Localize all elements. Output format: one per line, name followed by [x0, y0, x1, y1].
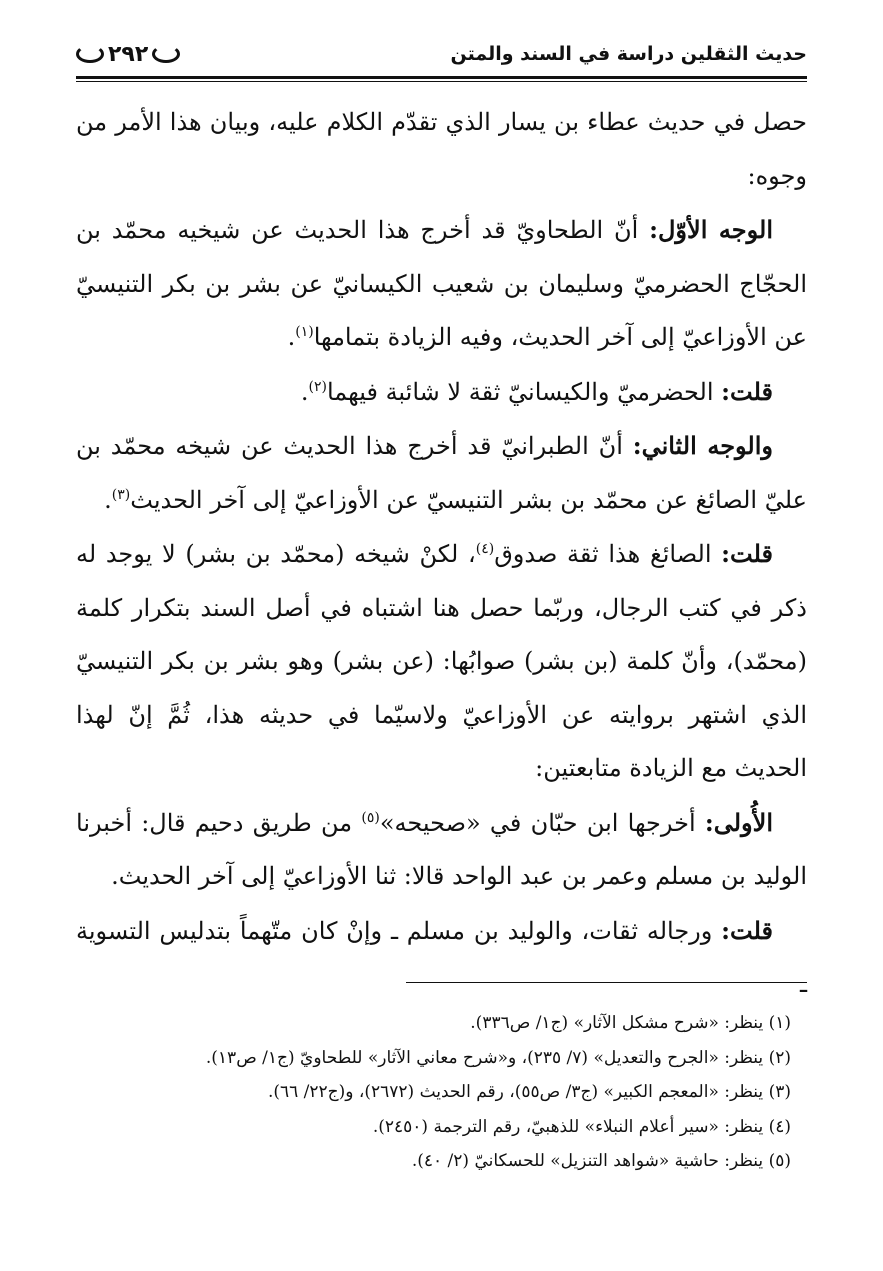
main-text [76, 96, 807, 1012]
ornament-icon [152, 45, 180, 63]
footnote-rule [406, 982, 807, 983]
page-number: ٢٩٢ [108, 41, 149, 67]
footnote: (١) ينظر: «شرح مشكل الآثار» (ج١/ ص٣٣٦). [470, 1013, 791, 1033]
footnote-ref: (٣) [111, 486, 131, 503]
footnote: (٤) ينظر: «سير أعلام النبلاء» للذهبيّ، رقم الترجمة (٢٤٥٠). [372, 1116, 791, 1137]
paragraph: حصل في حديث عطاء بن يسار الذي تقدّم الكلام عليه، وبيان هذا الأمر من وجوه: [76, 108, 807, 190]
running-title: حديث الثقلين دراسة في السند والمتن [450, 43, 807, 65]
footnote-ref: (٢) [308, 378, 327, 395]
footnote: (٢) ينظر: «الجرح والتعديل» (٧/ ٢٣٥)، و«شرح معاني الآثار» للطحاويّ (ج١/ ص١٣). [205, 1047, 791, 1068]
header-rule [76, 76, 807, 79]
page-header [76, 34, 807, 74]
footnote-ref: (٥) [361, 809, 380, 826]
paragraph: قلت: ورجاله ثقات، والوليد بن مسلم ـ وإنْ كان متّهماً بتدليس التسوية ـ [76, 915, 807, 998]
page-number-block [76, 42, 180, 67]
footnotes [76, 1006, 807, 1179]
paragraph: والوجه الثاني: أنّ الطبرانيّ قد أخرج هذا الحديث عن شيخه محمّد بن عليّ الصائغ عن محمّد بن بشر التنيسيّ عن الأوزاعيّ إلى آخر الحديث$^{(٣)}$. [76, 431, 807, 514]
paragraph: قلت: الصائغ هذا ثقة صدوق$^{(٤)}$، لكنْ شيخه (محمّد بن بشر) لا يوجد له ذكر في كتب الرجال، وربّما حصل هنا اشتباه في أصل السند بتكرار كلمة (محمّد)، وأنّ كلمة (بن بشر) صوابُها: (عن بشر) وهو بشر بن بكر التنيسيّ الذي اشتهر بروايته عن الأوزاعيّ ولاسيّما في حديثه هذا، ثُمَّ إنّ لهذا الحديث مع الزيادة متابعتين: [76, 539, 807, 782]
paragraph: قلت: الحضرميّ والكيسانيّ ثقة لا شائبة فيهما$^{(٢)}$. [300, 376, 773, 406]
footnote: (٥) ينظر: حاشية «شواهد التنزيل» للحسكانيّ (٢/ ٤٠). [411, 1151, 791, 1171]
footnote-ref: (١) [295, 324, 314, 340]
paragraph: الوجه الأوّل: أنّ الطحاويّ قد أخرج هذا الحديث عن شيخيه محمّد بن الحجّاج الحضرميّ وسليمان بن شعيب الكيسانيّ عن بشر بن بكر التنيسيّ عن الأوزاعيّ إلى آخر الحديث، وفيه الزيادة بتمامها$^{(١)}$. [76, 215, 807, 351]
footnote: (٣) ينظر: «المعجم الكبير» (ج٣/ ص٥٥)، رقم الحديث (٢٦٧٢)، و(ج٢٢/ ٦٦). [267, 1082, 791, 1102]
header-rule-thin [76, 81, 807, 82]
paragraph: الأُولى: أخرجها ابن حبّان في «صحيحه»$^{(٥)}$ من طريق دحيم قال: أخبرنا الوليد بن مسلم وعمر بن عبد الواحد قالا: ثنا الأوزاعيّ إلى آخر الحديث. [76, 807, 807, 890]
footnote-ref: (٤) [475, 541, 495, 557]
ornament-icon [76, 45, 104, 63]
